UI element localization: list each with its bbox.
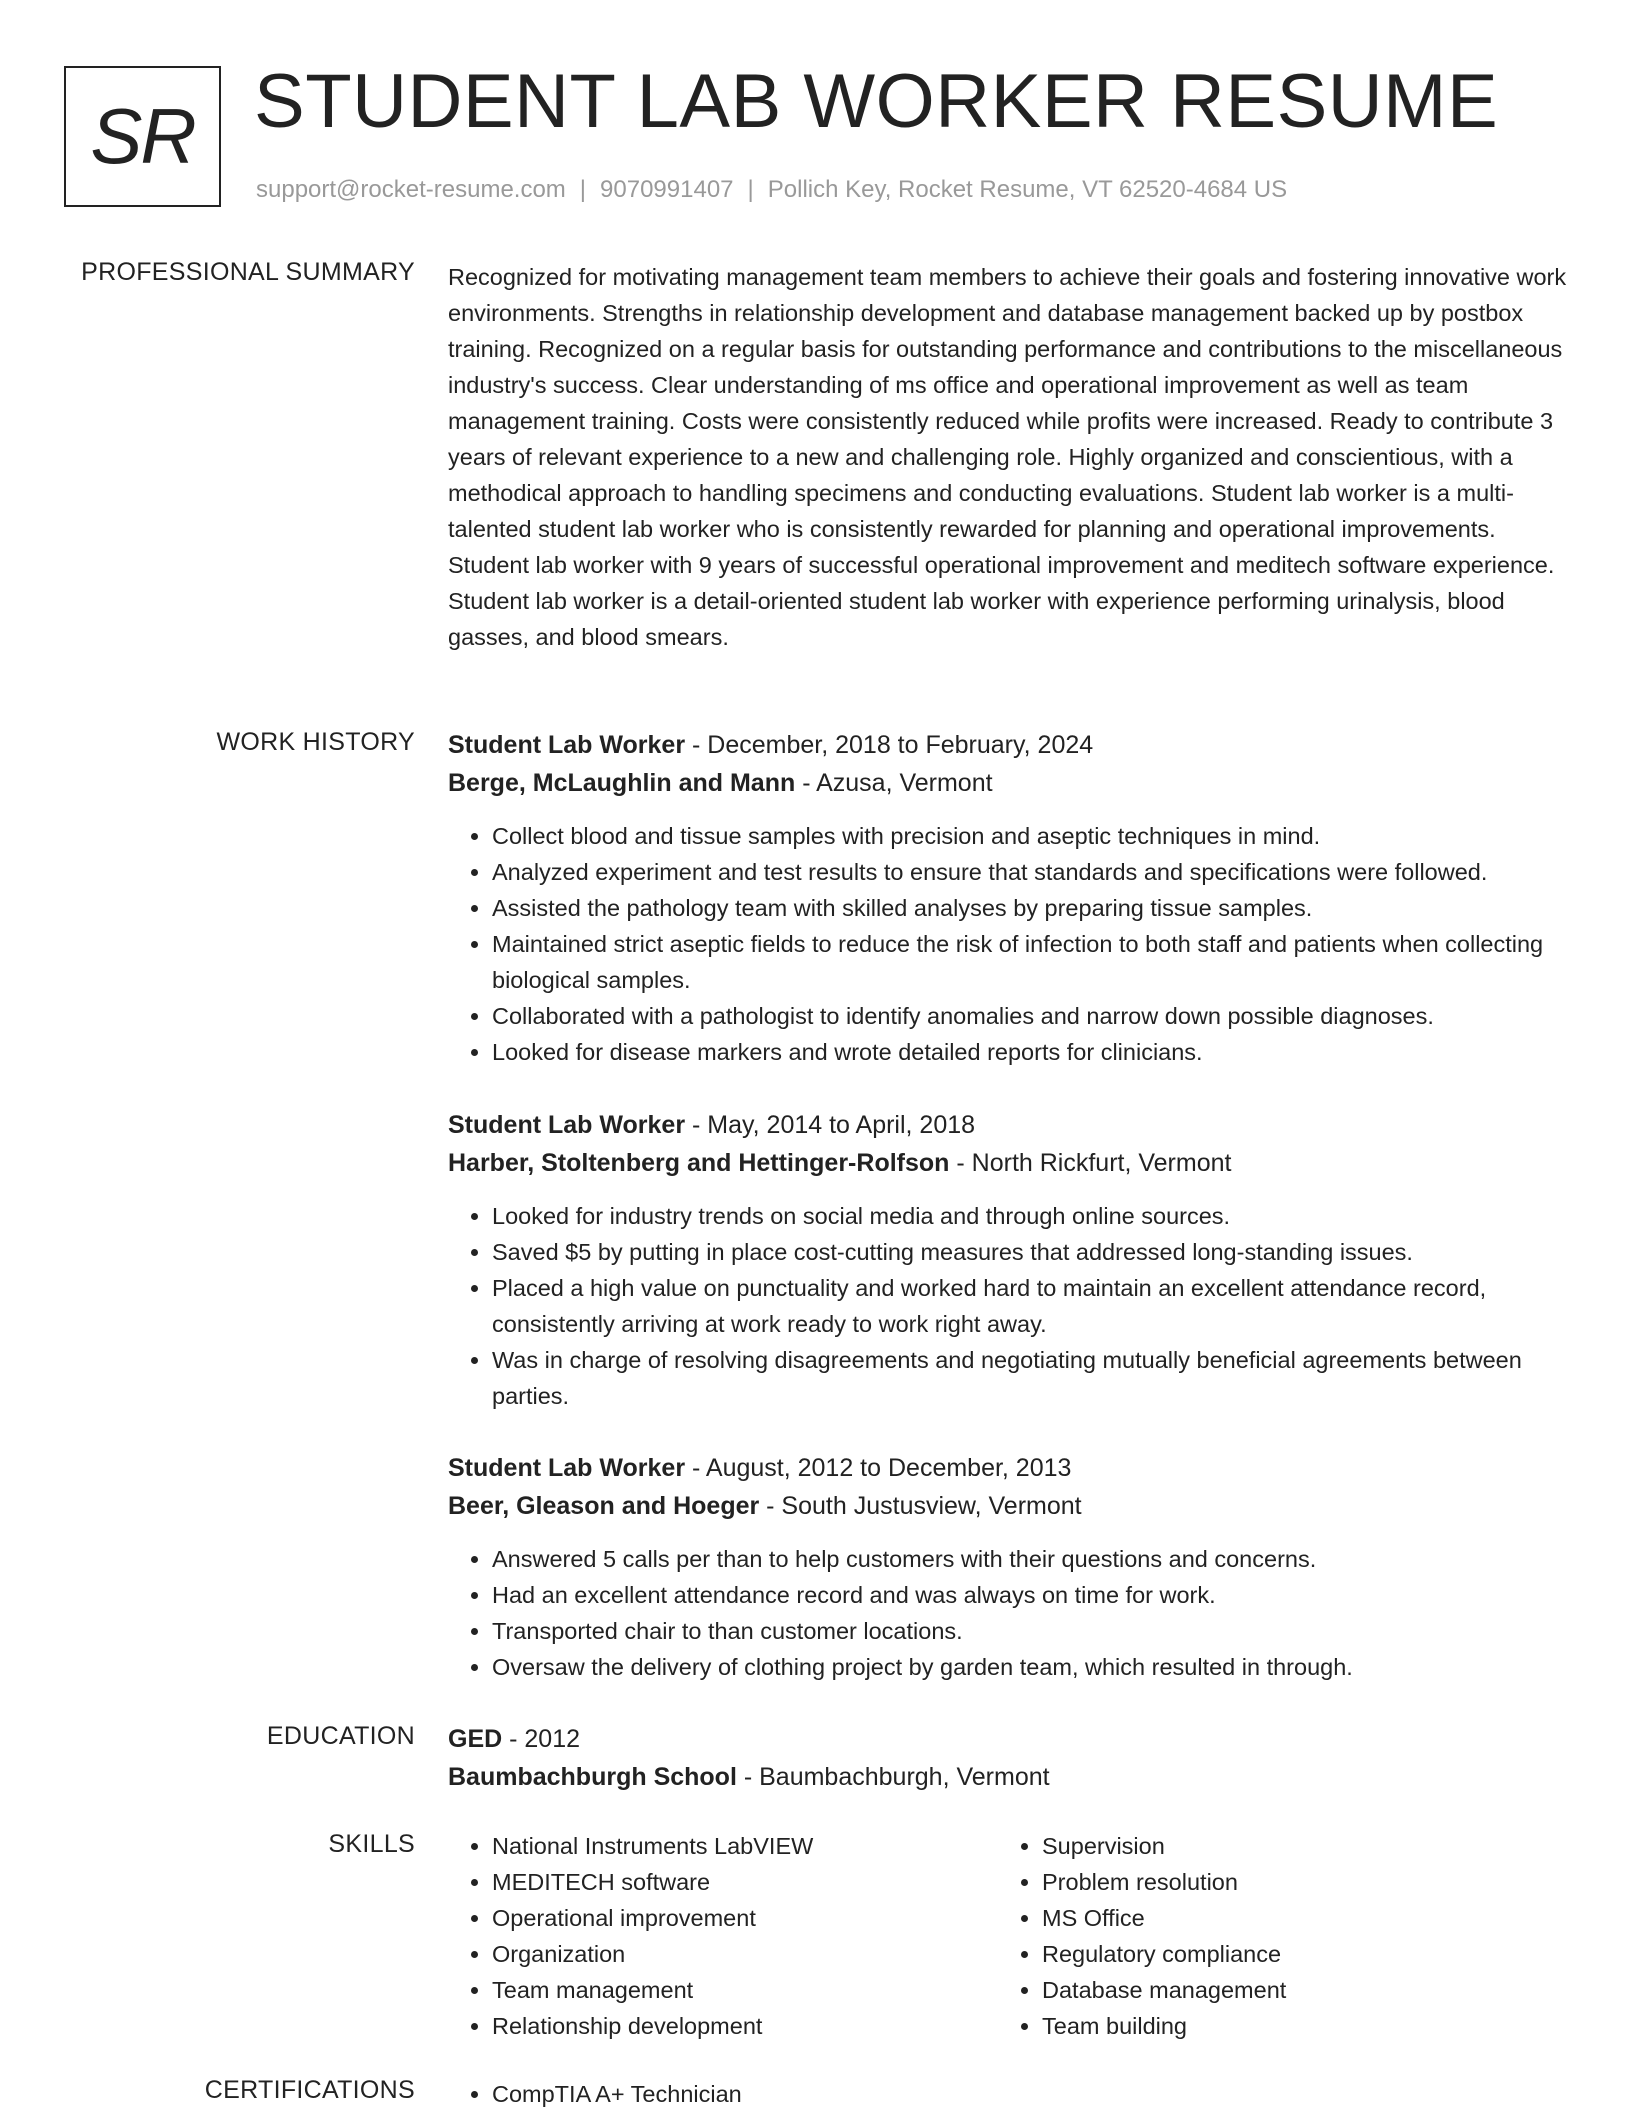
list-item: • Collaborated with a pathologist to identify anomalies and narrow down possible diagnoses. bbox=[492, 998, 1568, 1034]
job-bullets bbox=[448, 1198, 1568, 1414]
job-2 bbox=[448, 1106, 1568, 1414]
list-item: • Answered 5 calls per than to help customers with their questions and concerns. bbox=[492, 1541, 1568, 1577]
list-item: • National Instruments LabVIEW bbox=[492, 1828, 998, 1864]
list-item: • Database management bbox=[1042, 1972, 1548, 2008]
list-item: • Saved $5 by putting in place cost-cutting measures that addressed long-standing issues. bbox=[492, 1234, 1568, 1270]
job-title-line bbox=[448, 1106, 1568, 1144]
list-item: • Placed a high value on punctuality and worked hard to maintain an excellent attendance record, consistently arriving at work ready to work right away. bbox=[492, 1270, 1568, 1342]
list-item: • Supervision bbox=[1042, 1828, 1548, 1864]
section-label-summary: PROFESSIONAL SUMMARY bbox=[81, 258, 415, 286]
company-name: Berge, McLaughlin and Mann bbox=[448, 769, 796, 797]
contact-address: Pollich Key, Rocket Resume, VT 62520-4684 US bbox=[767, 176, 1288, 203]
list-item: • Maintained strict aseptic fields to reduce the risk of infection to both staff and patients when collecting biological samples. bbox=[492, 926, 1568, 998]
list-item: • Transported chair to than customer locations. bbox=[492, 1613, 1568, 1649]
school-line bbox=[448, 1758, 1568, 1796]
job-dates: - May, 2014 to April, 2018 bbox=[685, 1111, 976, 1139]
company-location: - South Justusview, Vermont bbox=[759, 1492, 1082, 1520]
skills-body bbox=[448, 1828, 1568, 2044]
section-label-education: EDUCATION bbox=[266, 1722, 415, 1750]
list-item: • MS Office bbox=[1042, 1900, 1548, 1936]
job-title-line bbox=[448, 1449, 1568, 1487]
contact-separator: | bbox=[747, 176, 754, 203]
list-item: • MEDITECH software bbox=[492, 1864, 998, 1900]
list-item: • Looked for disease markers and wrote detailed reports for clinicians. bbox=[492, 1034, 1568, 1070]
list-item: • Had an excellent attendance record and was always on time for work. bbox=[492, 1577, 1568, 1613]
company-line bbox=[448, 1144, 1568, 1182]
company-line bbox=[448, 764, 1568, 802]
job-title-line bbox=[448, 726, 1568, 764]
job-title: Student Lab Worker bbox=[448, 1111, 686, 1139]
contact-phone[interactable]: 9070991407 bbox=[600, 176, 734, 203]
job-bullets bbox=[448, 1541, 1568, 1685]
summary-text: Recognized for motivating management team members to achieve their goals and fostering innovative work environments. Strengths in relationship development and database management backed up by postbox training. Recognized on a regular basis for outstanding performance and contributions to the miscellaneous industry's success. Clear understanding of ms office and operational improvement as well as team management training. Costs were consistently reduced while profits were increased. Ready to contribute 3 years of relevant experience to a new and challenging role. Highly organized and conscientious, with a methodical approach to handling specimens and conducting evaluations. Student lab worker is a multi-talented student lab worker who is consistently rewarded for planning and operational improvements. Student lab worker with 9 years of successful operational improvement and meditech software experience. Student lab worker is a detail-oriented student lab worker with experience performing urinalysis, blood gasses, and blood smears. bbox=[448, 264, 1567, 650]
contact-email[interactable]: support@rocket-resume.com bbox=[256, 176, 566, 203]
school-location: - Baumbachburgh, Vermont bbox=[736, 1763, 1050, 1791]
certifications-list bbox=[448, 2076, 1568, 2112]
list-item: • Team building bbox=[1042, 2008, 1548, 2044]
company-line bbox=[448, 1487, 1568, 1525]
list-item: • Problem resolution bbox=[1042, 1864, 1548, 1900]
list-item: • Relationship development bbox=[492, 2008, 998, 2044]
degree-line bbox=[448, 1720, 1568, 1758]
degree-name: GED bbox=[448, 1725, 503, 1753]
education-body bbox=[448, 1720, 1568, 1796]
job-dates: - August, 2012 to December, 2013 bbox=[685, 1454, 1072, 1482]
skills-grid bbox=[448, 1828, 1568, 2044]
monogram-logo: SR bbox=[64, 66, 221, 207]
company-location: - Azusa, Vermont bbox=[795, 769, 993, 797]
skills-list-right bbox=[998, 1828, 1548, 2044]
company-location: - North Rickfurt, Vermont bbox=[949, 1149, 1232, 1177]
list-item: • Collect blood and tissue samples with precision and aseptic techniques in mind. bbox=[492, 818, 1568, 854]
section-label-skills: SKILLS bbox=[328, 1830, 415, 1858]
company-name: Harber, Stoltenberg and Hettinger-Rolfson bbox=[448, 1149, 950, 1177]
certifications-body bbox=[448, 2076, 1568, 2112]
degree-year: - 2012 bbox=[502, 1725, 581, 1753]
job-title: Student Lab Worker bbox=[448, 731, 686, 759]
job-title: Student Lab Worker bbox=[448, 1454, 686, 1482]
list-item: • Oversaw the delivery of clothing project by garden team, which resulted in through. bbox=[492, 1649, 1568, 1685]
list-item: • Was in charge of resolving disagreements and negotiating mutually beneficial agreements between parties. bbox=[492, 1342, 1568, 1414]
section-label-certifications: CERTIFICATIONS bbox=[204, 2076, 415, 2104]
job-3 bbox=[448, 1449, 1568, 1685]
contact-line bbox=[256, 176, 1287, 204]
list-item: • Organization bbox=[492, 1936, 998, 1972]
list-item: • Assisted the pathology team with skilled analyses by preparing tissue samples. bbox=[492, 890, 1568, 926]
contact-separator: | bbox=[579, 176, 587, 203]
list-item: • CompTIA A+ Technician bbox=[492, 2076, 1568, 2112]
job-1 bbox=[448, 726, 1568, 1070]
section-label-work-history: WORK HISTORY bbox=[216, 728, 415, 756]
list-item: • Analyzed experiment and test results to ensure that standards and specifications were followed. bbox=[492, 854, 1568, 890]
list-item: • Regulatory compliance bbox=[1042, 1936, 1548, 1972]
skills-list-left bbox=[448, 1828, 998, 2044]
list-item: • Team management bbox=[492, 1972, 998, 2008]
list-item: • Looked for industry trends on social media and through online sources. bbox=[492, 1198, 1568, 1234]
list-item: • Operational improvement bbox=[492, 1900, 998, 1936]
job-bullets bbox=[448, 818, 1568, 1070]
company-name: Beer, Gleason and Hoeger bbox=[448, 1492, 760, 1520]
resume-title: STUDENT LAB WORKER RESUME bbox=[254, 59, 1499, 144]
job-dates: - December, 2018 to February, 2024 bbox=[685, 731, 1094, 759]
summary-body bbox=[448, 259, 1568, 655]
school-name: Baumbachburgh School bbox=[448, 1763, 737, 1791]
